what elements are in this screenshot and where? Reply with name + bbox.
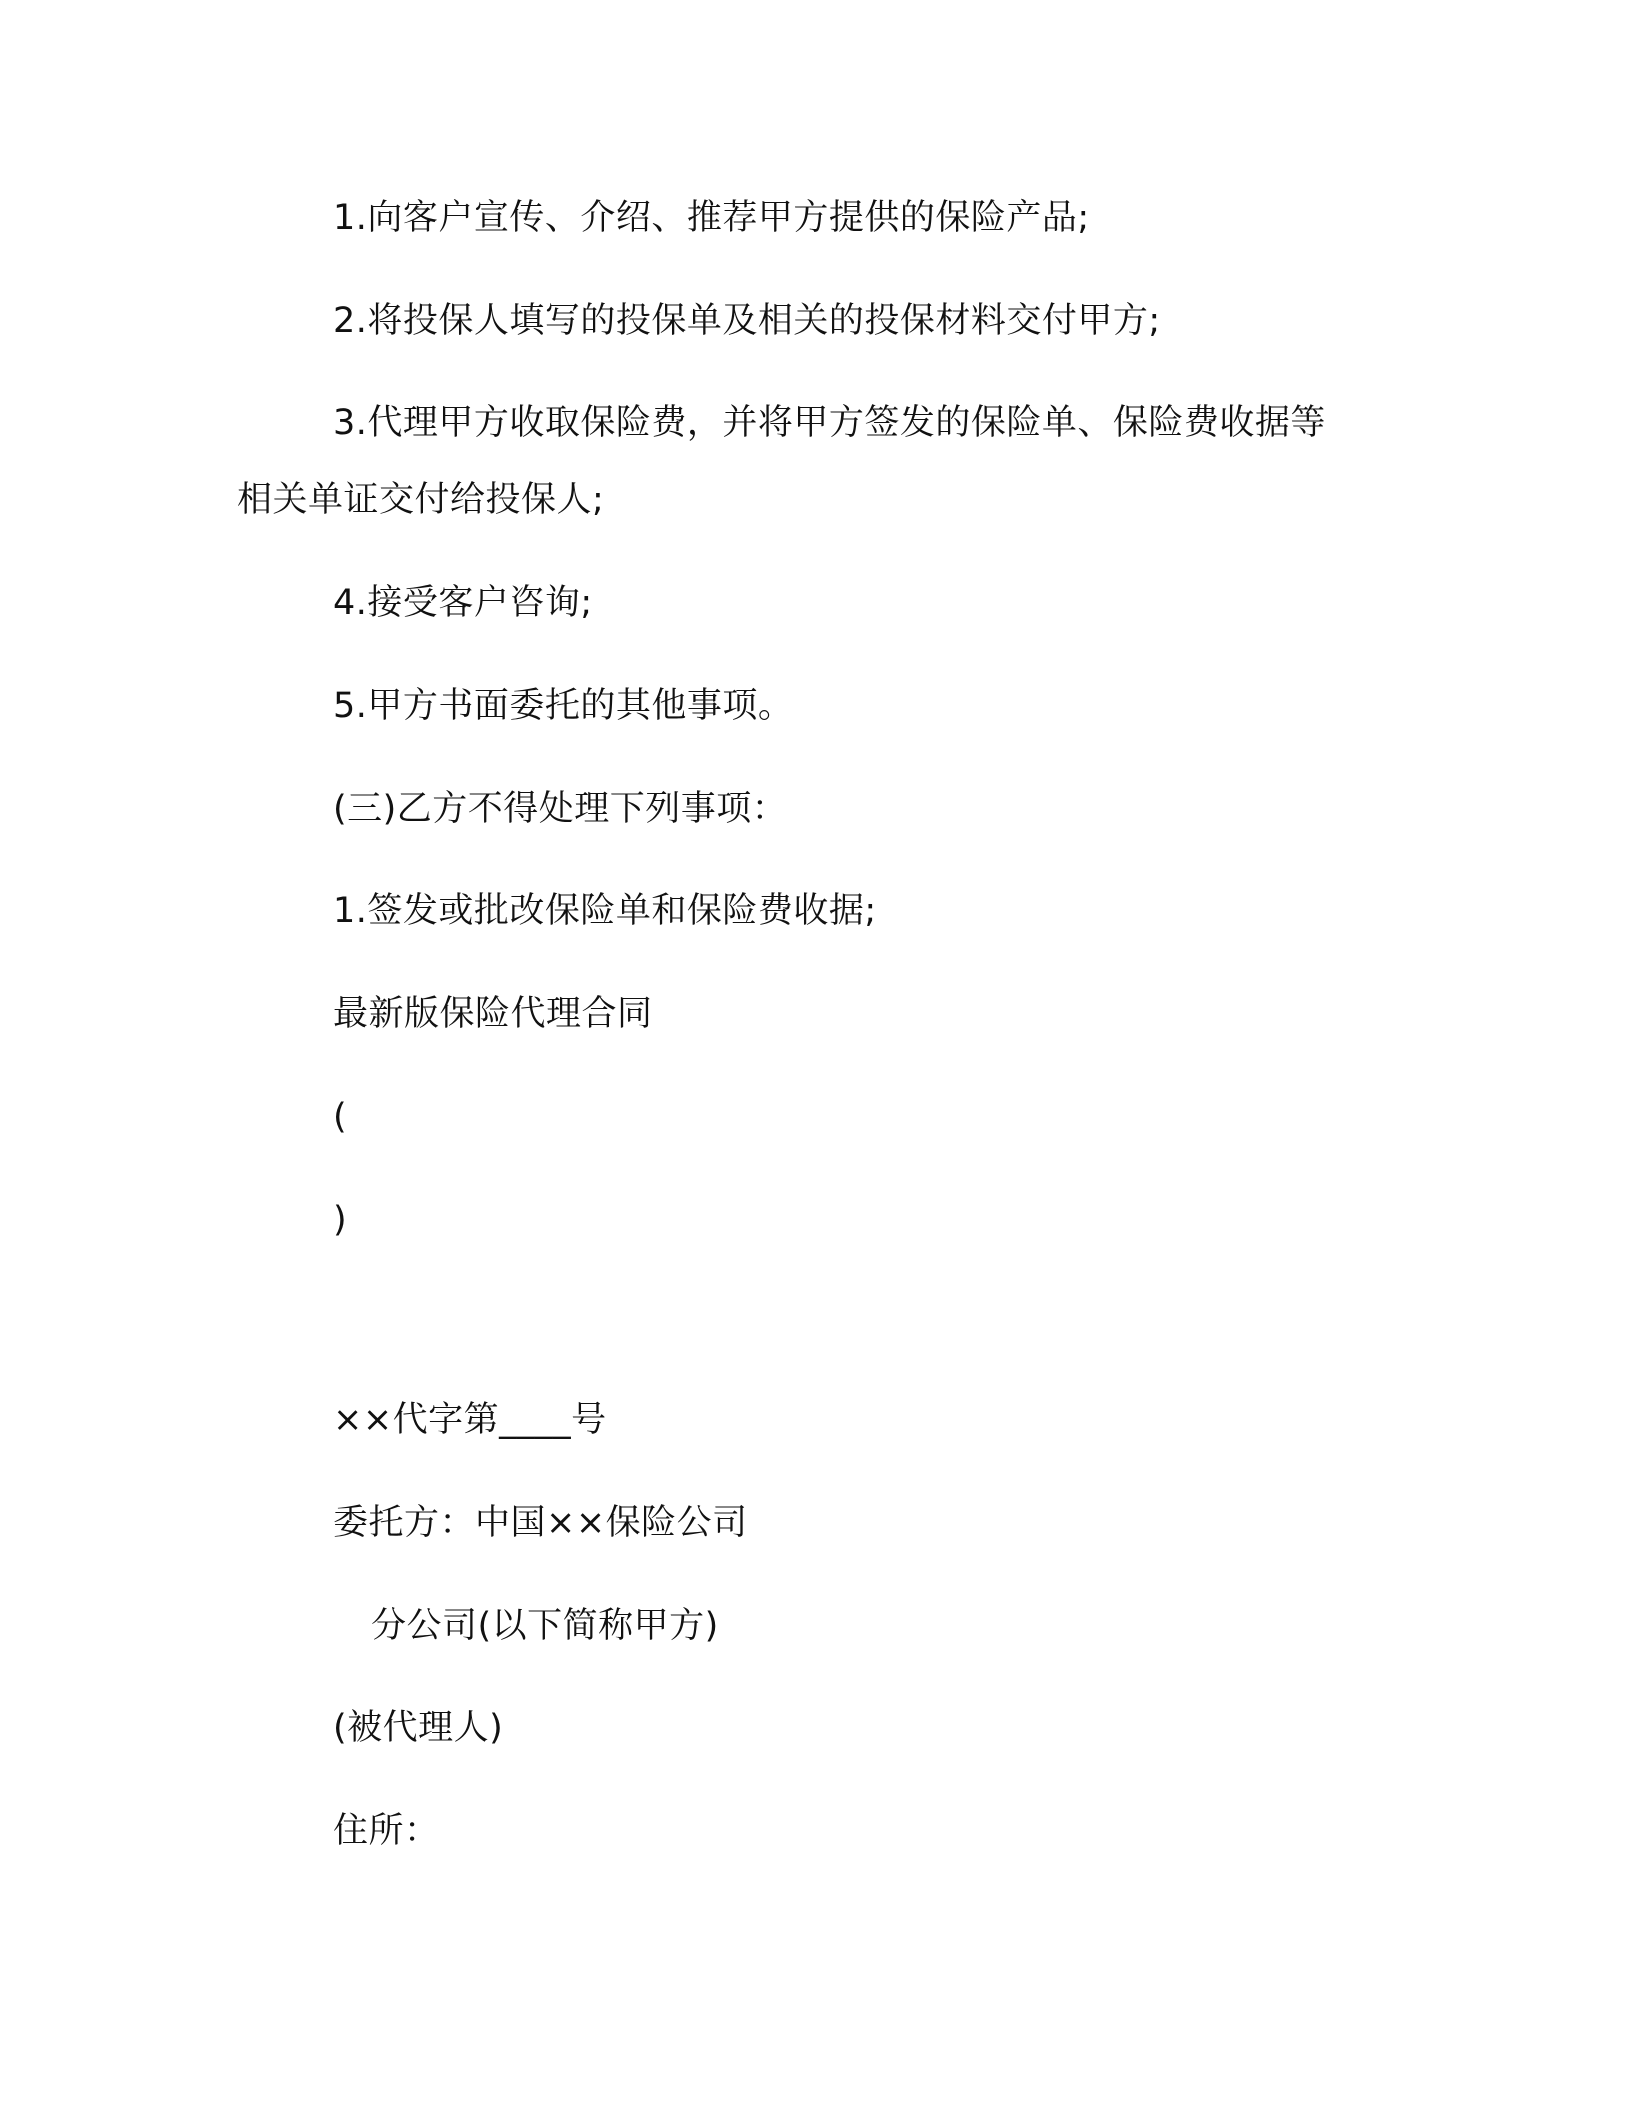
prohibited-item-1: 1.签发或批改保险单和保险费收据; xyxy=(333,891,877,931)
section-heading-prohibited: (三)乙方不得处理下列事项： xyxy=(333,789,788,829)
list-item-3-continuation: 相关单证交付给投保人; xyxy=(237,480,605,520)
list-item-3: 3.代理甲方收取保险费，并将甲方签发的保险单、保险费收据等 xyxy=(333,403,1326,443)
principal-branch: 分公司(以下简称甲方) xyxy=(371,1606,719,1646)
contract-number: ××代字第____号 xyxy=(333,1400,607,1440)
contract-title: 最新版保险代理合同 xyxy=(333,994,653,1034)
list-item-4: 4.接受客户咨询; xyxy=(333,583,593,623)
principal-party: 委托方：中国××保险公司 xyxy=(333,1503,748,1543)
principal-role: (被代理人) xyxy=(333,1708,504,1748)
close-parenthesis: ) xyxy=(333,1200,348,1240)
list-item-5: 5.甲方书面委托的其他事项。 xyxy=(333,686,794,726)
list-item-2: 2.将投保人填写的投保单及相关的投保材料交付甲方; xyxy=(333,301,1161,341)
list-item-1: 1.向客户宣传、介绍、推荐甲方提供的保险产品; xyxy=(333,198,1090,238)
open-parenthesis: ( xyxy=(333,1097,348,1137)
address-label: 住所： xyxy=(333,1811,440,1851)
